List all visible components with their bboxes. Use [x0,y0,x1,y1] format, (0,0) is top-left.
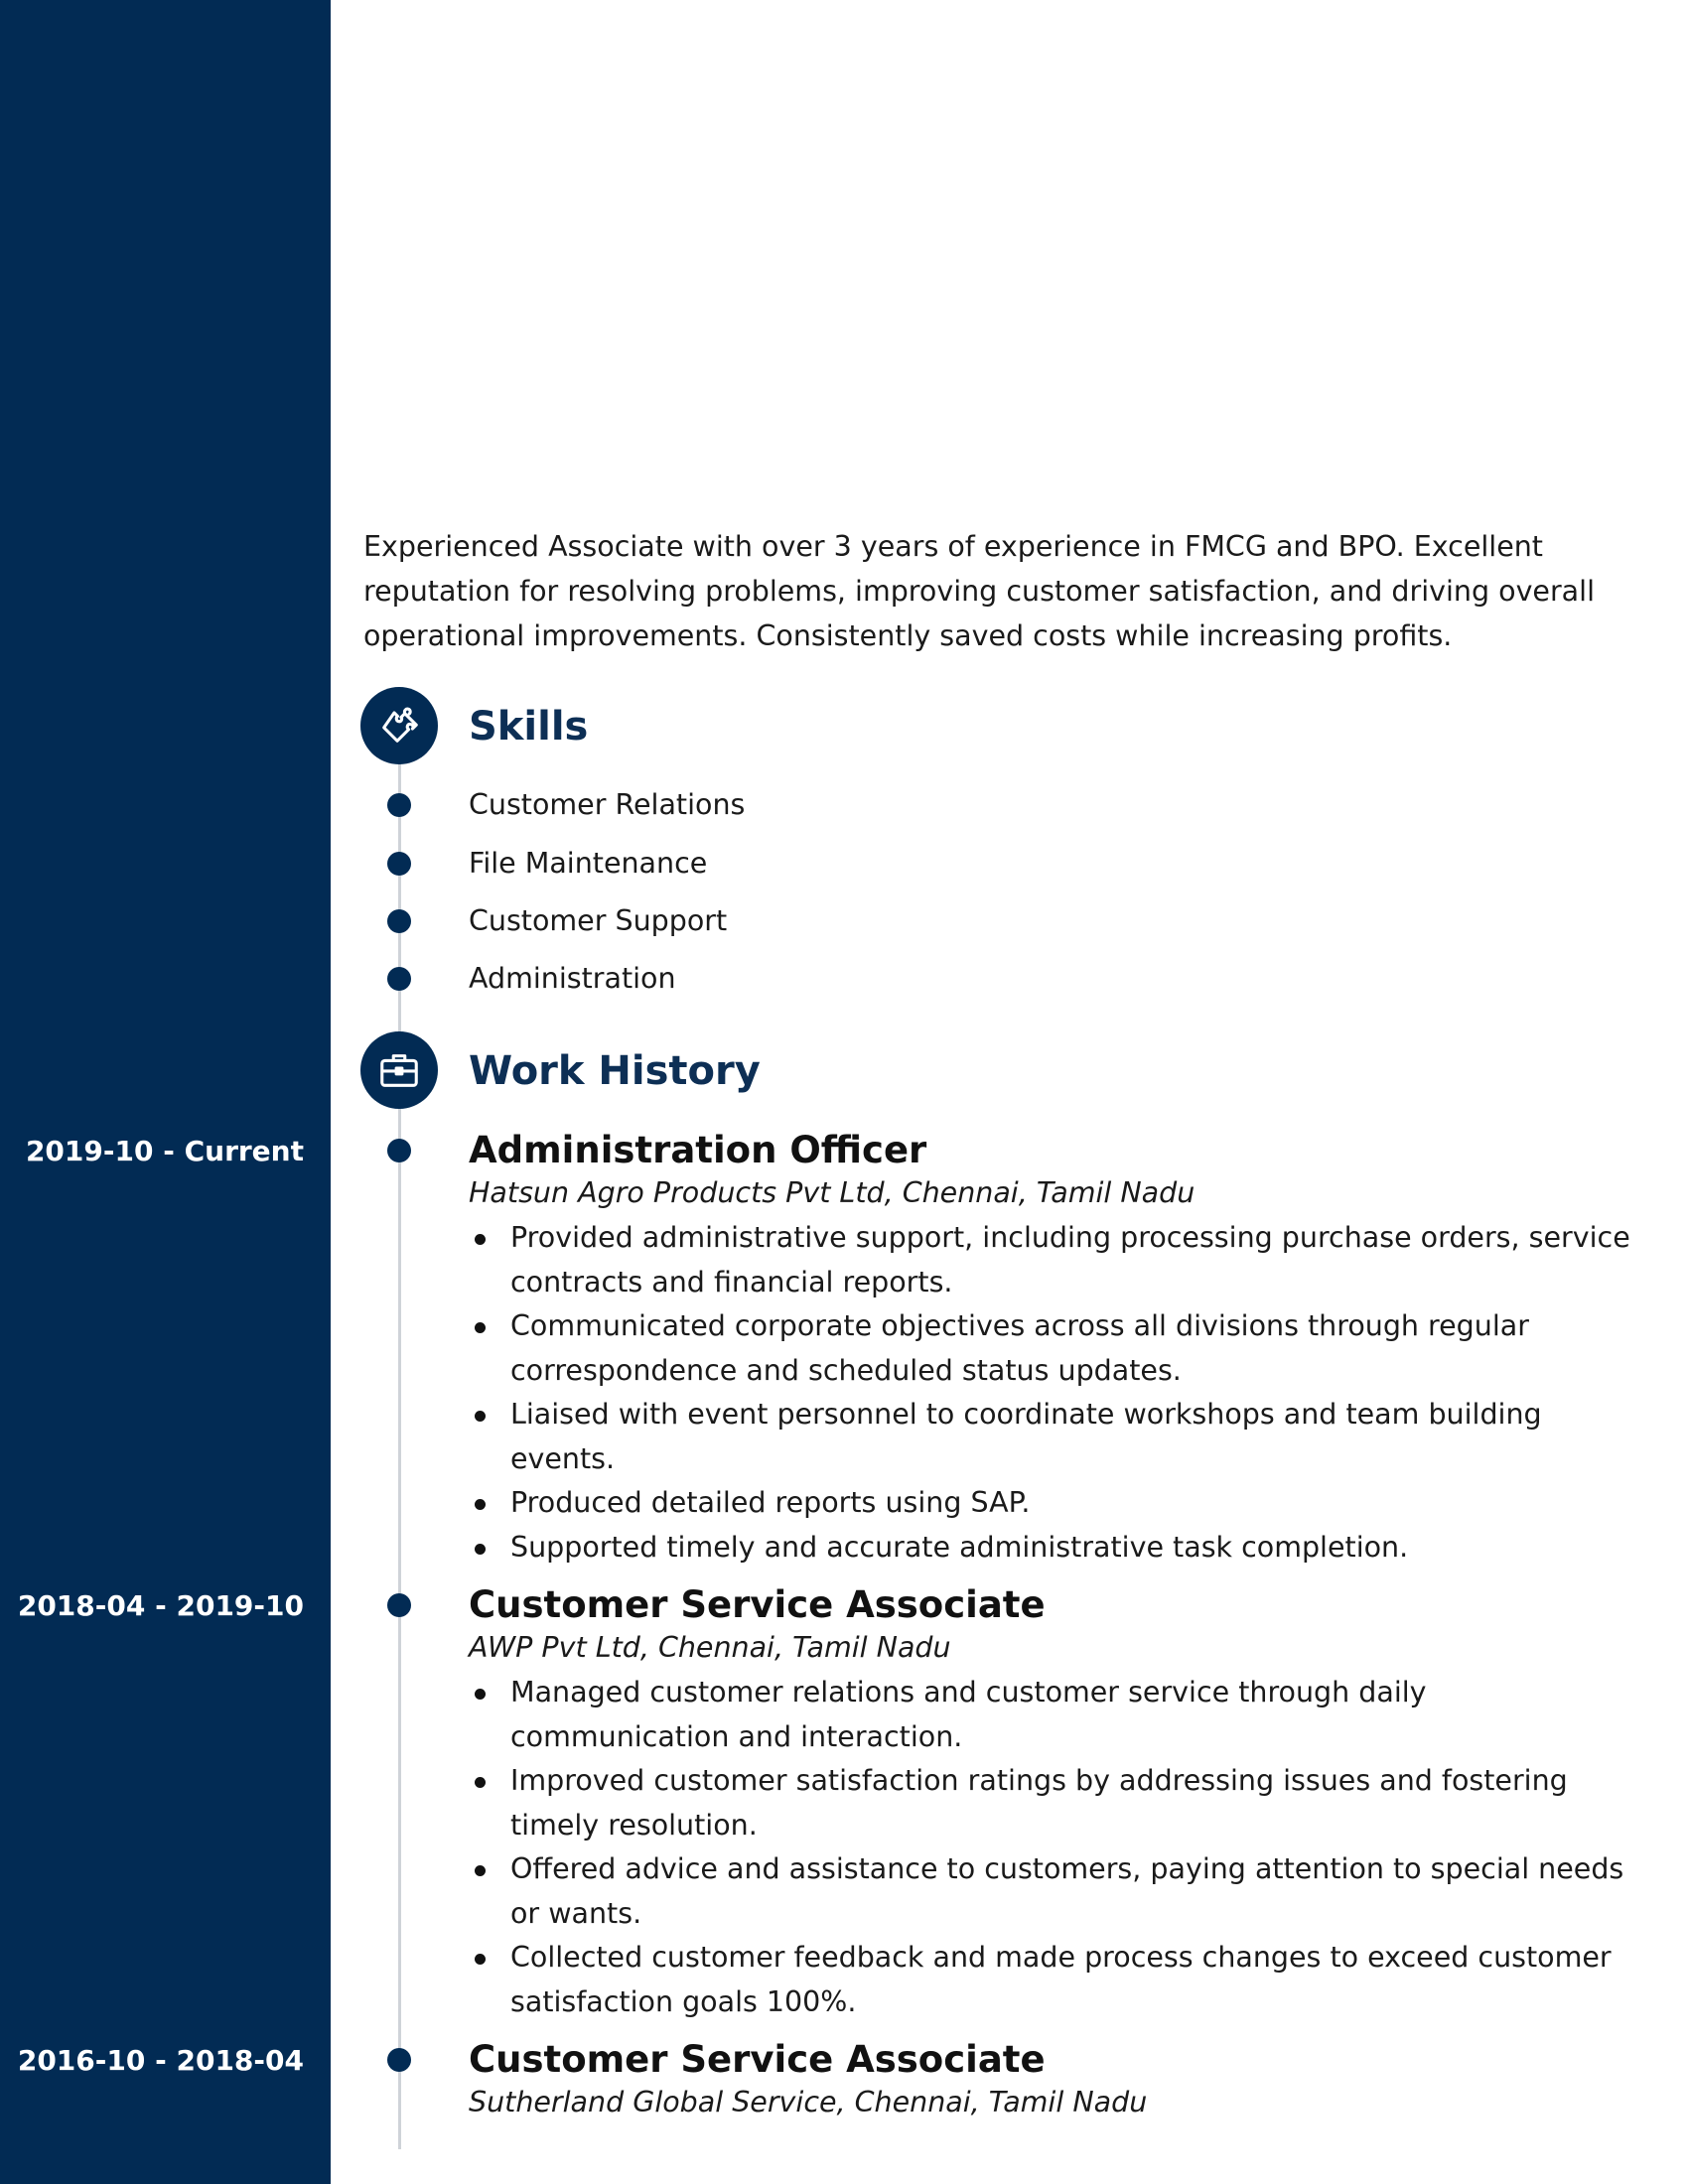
professional-summary: Experienced Associate with over 3 years of experience in FMCG and BPO. Excellent reputation for resolving problems, improving customer satisfaction, and driving overall operational improvements. Consistently saved costs while increasing profits. [363,530,1595,652]
job-bullet [387,1139,411,1162]
job-title: Administration Officer [469,1129,927,1171]
skill-item: File Maintenance [469,847,708,880]
skill-bullet [387,909,411,933]
job-title: Customer Service Associate [469,2038,1046,2081]
skill-item: Customer Relations [469,788,746,821]
timeline-line [398,725,401,2149]
skill-item: Administration [469,962,676,995]
responsibility-item: Provided administrative support, including processing purchase orders, service contracts and financial reports. [469,1216,1650,1304]
job-company: Hatsun Agro Products Pvt Ltd, Chennai, Tamil Nadu [469,1176,1196,1209]
puzzle-piece-icon [360,687,438,764]
sidebar [0,0,331,2184]
responsibility-item: Offered advice and assistance to customers, paying attention to special needs or wants. [469,1847,1650,1936]
job-date: 2019-10 - Current [25,1135,304,1167]
job-title: Customer Service Associate [469,1583,1046,1626]
responsibility-item: Communicated corporate objectives across all divisions through regular correspondence and scheduled status updates. [469,1304,1650,1393]
skill-bullet [387,852,411,876]
responsibility-item: Collected customer feedback and made process changes to exceed customer satisfaction goals 100%. [469,1936,1650,2024]
briefcase-icon [360,1031,438,1109]
responsibility-item: Managed customer relations and customer service through daily communication and interaction. [469,1671,1650,1759]
skill-bullet [387,793,411,817]
work-history-heading: Work History [469,1048,761,1094]
job-responsibilities [469,1216,1650,1570]
responsibility-item: Improved customer satisfaction ratings by addressing issues and fostering timely resolution. [469,1759,1650,1847]
responsibility-item: Supported timely and accurate administrative task completion. [469,1526,1650,1570]
job-date: 2016-10 - 2018-04 [17,2044,304,2077]
job-company: AWP Pvt Ltd, Chennai, Tamil Nadu [469,1631,951,1664]
skill-item: Customer Support [469,904,728,937]
responsibility-item: Produced detailed reports using SAP. [469,1481,1650,1526]
skills-heading: Skills [469,704,589,750]
responsibility-item: Liaised with event personnel to coordinate workshops and team building events. [469,1393,1650,1481]
job-bullet [387,1593,411,1617]
job-company: Sutherland Global Service, Chennai, Tamil Nadu [469,2086,1148,2118]
job-responsibilities [469,1671,1650,2024]
skill-bullet [387,967,411,991]
job-bullet [387,2048,411,2072]
job-date: 2018-04 - 2019-10 [17,1589,304,1622]
